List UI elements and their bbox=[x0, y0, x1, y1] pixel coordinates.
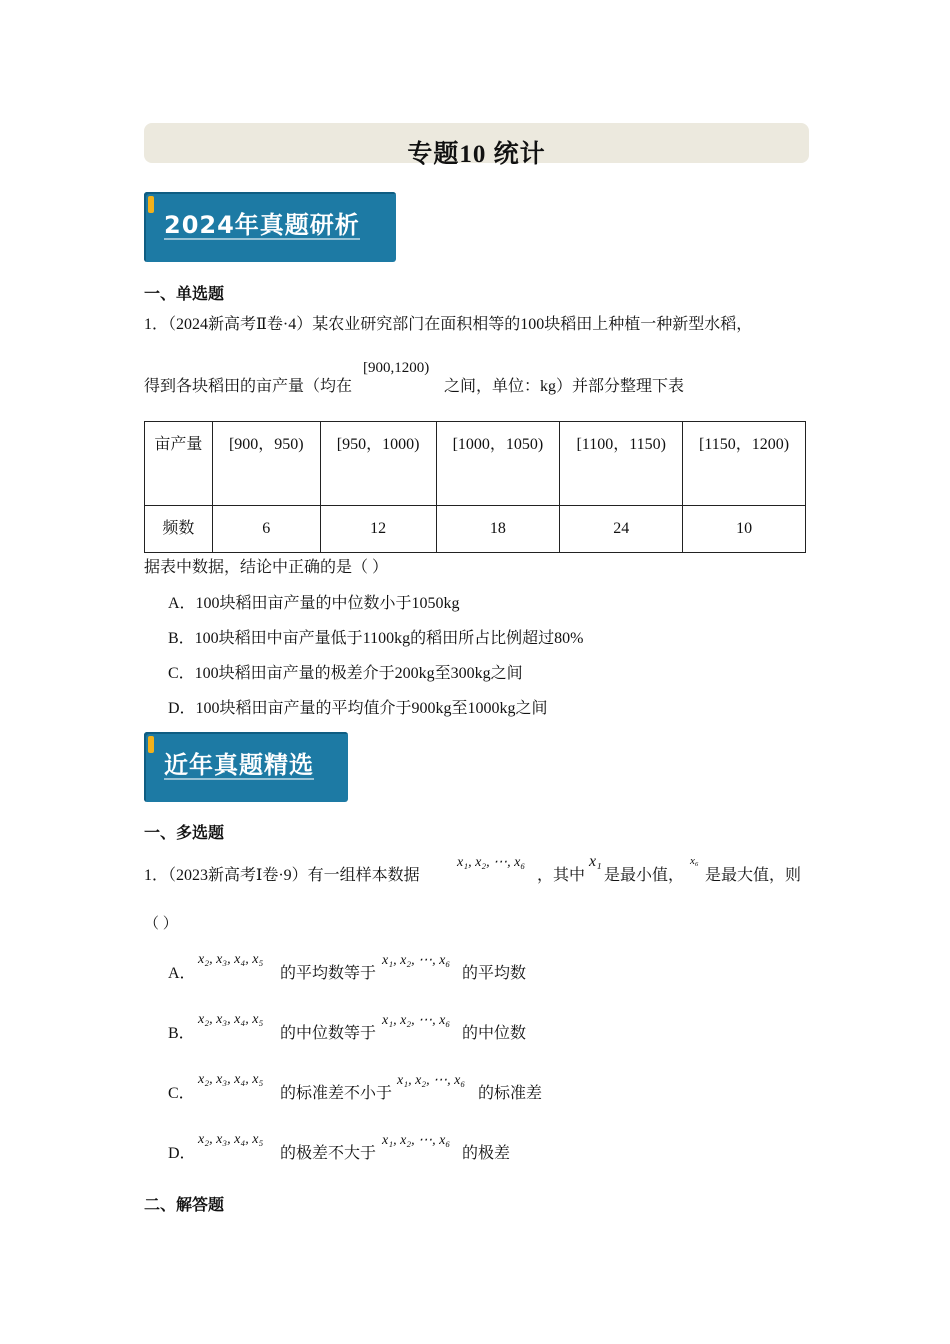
q2-stem-mid2: 是最小值， bbox=[604, 867, 685, 884]
section-heading-single-choice: 一、单选题 bbox=[144, 286, 225, 303]
q1-option-a: A．100块稻田亩产量的中位数小于1050kg bbox=[168, 595, 460, 612]
table-cell: [1150，1200) bbox=[683, 422, 806, 506]
q2-option-d-end: 的极差 bbox=[462, 1145, 511, 1162]
banner-label: 近年真题精选 bbox=[164, 751, 314, 779]
q2-option-b-label: B． bbox=[168, 1025, 195, 1042]
section-banner-recent bbox=[144, 732, 348, 802]
q2-stem-prefix: 1．（2023新高考Ⅰ卷·9）有一组样本数据 bbox=[144, 867, 420, 884]
q2-option-a-end: 的平均数 bbox=[462, 965, 527, 982]
q2-paren: （ ） bbox=[144, 916, 178, 932]
q2-option-a-seq-all: x₁, x₂, ⋯, x₆ bbox=[382, 953, 451, 968]
section-heading-answer: 二、解答题 bbox=[144, 1197, 225, 1214]
q2-x6: x₆ bbox=[690, 855, 699, 867]
table-cell: [900，950) bbox=[212, 422, 320, 506]
section-heading-multiple-choice: 一、多选题 bbox=[144, 825, 225, 842]
q2-option-b-seq: x₂, x₃, x₄, x₅ bbox=[198, 1012, 264, 1027]
banner-label: 2024年真题研析 bbox=[164, 211, 360, 239]
table-cell: [950，1000) bbox=[320, 422, 436, 506]
section-banner-2024 bbox=[144, 192, 396, 262]
q2-option-b-end: 的中位数 bbox=[462, 1025, 527, 1042]
q2-option-a-label: A． bbox=[168, 965, 196, 982]
table-cell: 18 bbox=[436, 506, 560, 553]
q2-option-d-middle: 的极差不大于 bbox=[280, 1145, 377, 1162]
table-cell: [1100，1150) bbox=[560, 422, 683, 506]
table-cell: 10 bbox=[683, 506, 806, 553]
q1-prompt: 据表中数据，结论中正确的是（ ） bbox=[144, 559, 389, 576]
q2-option-d-label: D． bbox=[168, 1145, 196, 1162]
frequency-table bbox=[144, 421, 806, 553]
q2-option-b-middle: 的中位数等于 bbox=[280, 1025, 377, 1042]
q2-stem-mid3: 是最大值，则 bbox=[705, 867, 802, 884]
table-row bbox=[145, 422, 806, 506]
q2-option-c-end: 的标准差 bbox=[478, 1085, 543, 1102]
table-cell: 亩产量 bbox=[145, 422, 213, 506]
q1-option-d: D．100块稻田亩产量的平均值介于900kg至1000kg之间 bbox=[168, 700, 548, 717]
table-cell: 频数 bbox=[145, 506, 213, 553]
page-title: 专题10 统计 bbox=[407, 141, 546, 168]
q1-stem-line2b: 之间，单位：kg）并部分整理下表 bbox=[444, 378, 685, 395]
q1-option-b: B．100块稻田中亩产量低于1100kg的稻田所占比例超过80% bbox=[168, 630, 584, 647]
ribbon-icon bbox=[148, 196, 154, 213]
q2-option-d-seq-all: x₁, x₂, ⋯, x₆ bbox=[382, 1133, 451, 1148]
q1-stem-line1: 1．（2024新高考Ⅱ卷·4）某农业研究部门在面积相等的100块稻田上种植一种新型水稻， bbox=[144, 316, 753, 333]
q1-option-c: C．100块稻田亩产量的极差介于200kg至300kg之间 bbox=[168, 665, 523, 682]
q2-option-c-seq: x₂, x₃, x₄, x₅ bbox=[198, 1072, 264, 1087]
table-cell: 12 bbox=[320, 506, 436, 553]
q2-option-b-seq-all: x₁, x₂, ⋯, x₆ bbox=[382, 1013, 451, 1028]
q2-option-a-seq: x₂, x₃, x₄, x₅ bbox=[198, 952, 264, 967]
ribbon-icon bbox=[148, 736, 154, 753]
q2-x1: x₁ bbox=[589, 853, 602, 870]
q2-option-d-seq: x₂, x₃, x₄, x₅ bbox=[198, 1132, 264, 1147]
table-cell: 6 bbox=[212, 506, 320, 553]
q2-seq-all: x₁, x₂, ⋯, x₆ bbox=[457, 855, 526, 870]
table-row bbox=[145, 506, 806, 553]
q2-option-c-middle: 的标准差不小于 bbox=[280, 1085, 393, 1102]
q1-stem-line2a: 得到各块稻田的亩产量（均在 bbox=[144, 378, 353, 395]
q2-option-c-seq-all: x₁, x₂, ⋯, x₆ bbox=[397, 1073, 466, 1088]
q2-option-a-middle: 的平均数等于 bbox=[280, 965, 377, 982]
table-cell: 24 bbox=[560, 506, 683, 553]
table-cell: [1000，1050) bbox=[436, 422, 560, 506]
q1-interval: [900,1200) bbox=[363, 360, 430, 376]
q2-option-c-label: C． bbox=[168, 1085, 195, 1102]
q2-stem-mid1: ，其中 bbox=[537, 867, 586, 884]
